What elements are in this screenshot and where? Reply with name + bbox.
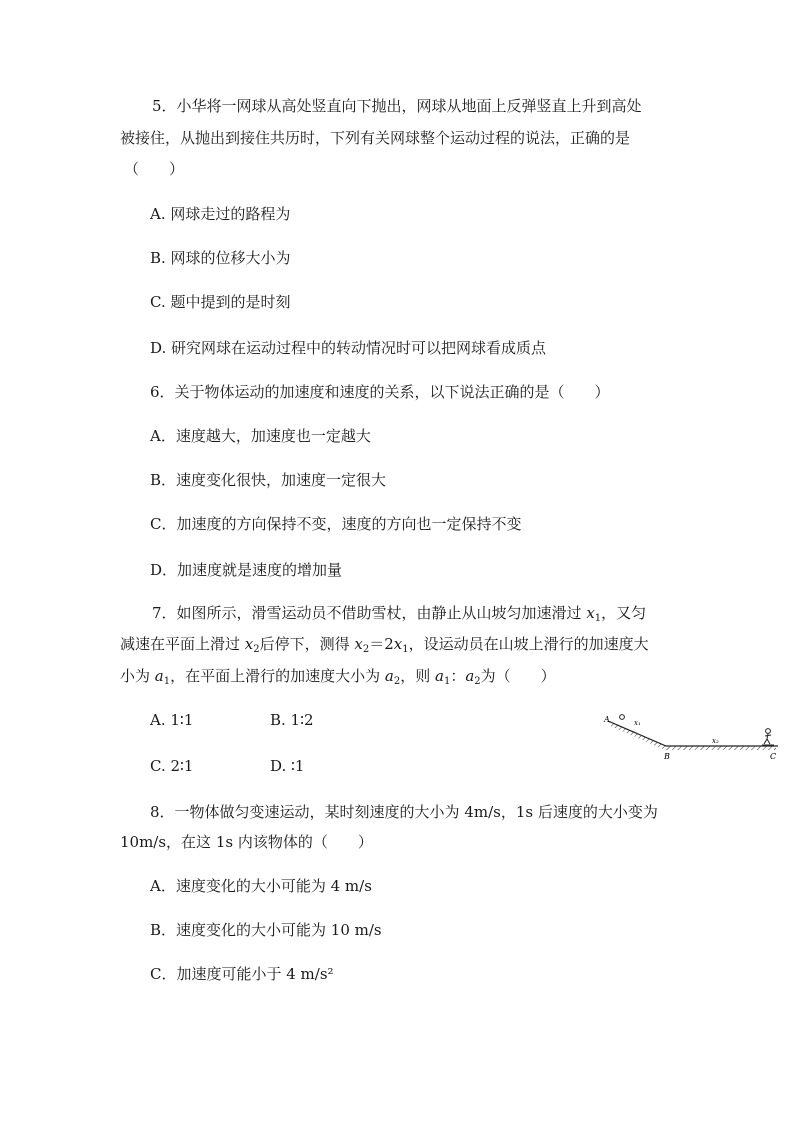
- q7-option-c: C. 2∶1: [150, 757, 194, 775]
- x2-label: x₂: [712, 737, 719, 745]
- q8-option-c: C．加速度可能小于 4 m/s²: [150, 965, 334, 983]
- q7-option-d: D. ∶1: [270, 757, 305, 775]
- q5-option-a: A. 网球走过的路程为: [150, 205, 291, 223]
- point-a-label: A: [604, 715, 610, 724]
- q6-option-c: C．加速度的方向保持不变，速度的方向也一定保持不变: [150, 515, 522, 533]
- q8-stem-line1: 8．一物体做匀变速运动，某时刻速度的大小为 4m/s，1s 后速度的大小变为: [150, 803, 658, 821]
- q8-stem-line2: 10m/s，在这 1s 内该物体的（ ）: [120, 833, 373, 851]
- q6-stem: 6．关于物体运动的加速度和速度的关系，以下说法正确的是（ ）: [150, 383, 610, 401]
- point-b-label: B: [664, 752, 670, 761]
- q6-option-a: A．速度越大，加速度也一定越大: [150, 427, 371, 445]
- x1-label: x₁: [634, 719, 641, 727]
- skier-at-a-icon: [620, 715, 625, 720]
- q5-option-c: C. 题中提到的是时刻: [150, 293, 291, 311]
- q5-option-d: D. 研究网球在运动过程中的转动情况时可以把网球看成质点: [150, 339, 547, 357]
- q8-option-b: B．速度变化的大小可能为 10 m/s: [150, 921, 382, 939]
- q5-stem-line2: 被接住，从抛出到接住共历时，下列有关网球整个运动过程的说法，正确的是: [120, 129, 631, 147]
- q6-option-b: B．速度变化很快，加速度一定很大: [150, 471, 387, 489]
- q7-option-b: B. 1∶2: [270, 711, 314, 729]
- q5-stem-line1: 5．小华将一网球从高处竖直向下抛出，网球从地面上反弹竖直上升到高处: [152, 97, 642, 115]
- q8-option-a: A．速度变化的大小可能为 4 m/s: [150, 877, 372, 895]
- q7-stem-line3: 小为 $a_1$，在平面上滑行的加速度大小为 $a_2$，则 $a_1$：$a_2$为（ ）: [120, 667, 556, 687]
- point-c-label: C: [770, 752, 777, 761]
- q5-option-b: B. 网球的位移大小为: [150, 249, 291, 267]
- q5-stem-line3: （ ）: [124, 160, 185, 178]
- ski-slope-figure: [598, 715, 784, 768]
- skier-at-c-icon: [762, 729, 774, 745]
- q6-option-d: D．加速度就是速度的增加量: [150, 561, 343, 579]
- q7-stem-line2: 减速在平面上滑过 $x_2$后停下，测得 $x_2=2x_1$，设运动员在山坡上滑行的加速度大: [120, 635, 649, 655]
- q7-stem-line1: 7．如图所示，滑雪运动员不借助雪杖，由静止从山坡匀加速滑过 $x_1$，又匀: [152, 604, 647, 624]
- q7-option-a: A. 1∶1: [150, 711, 194, 729]
